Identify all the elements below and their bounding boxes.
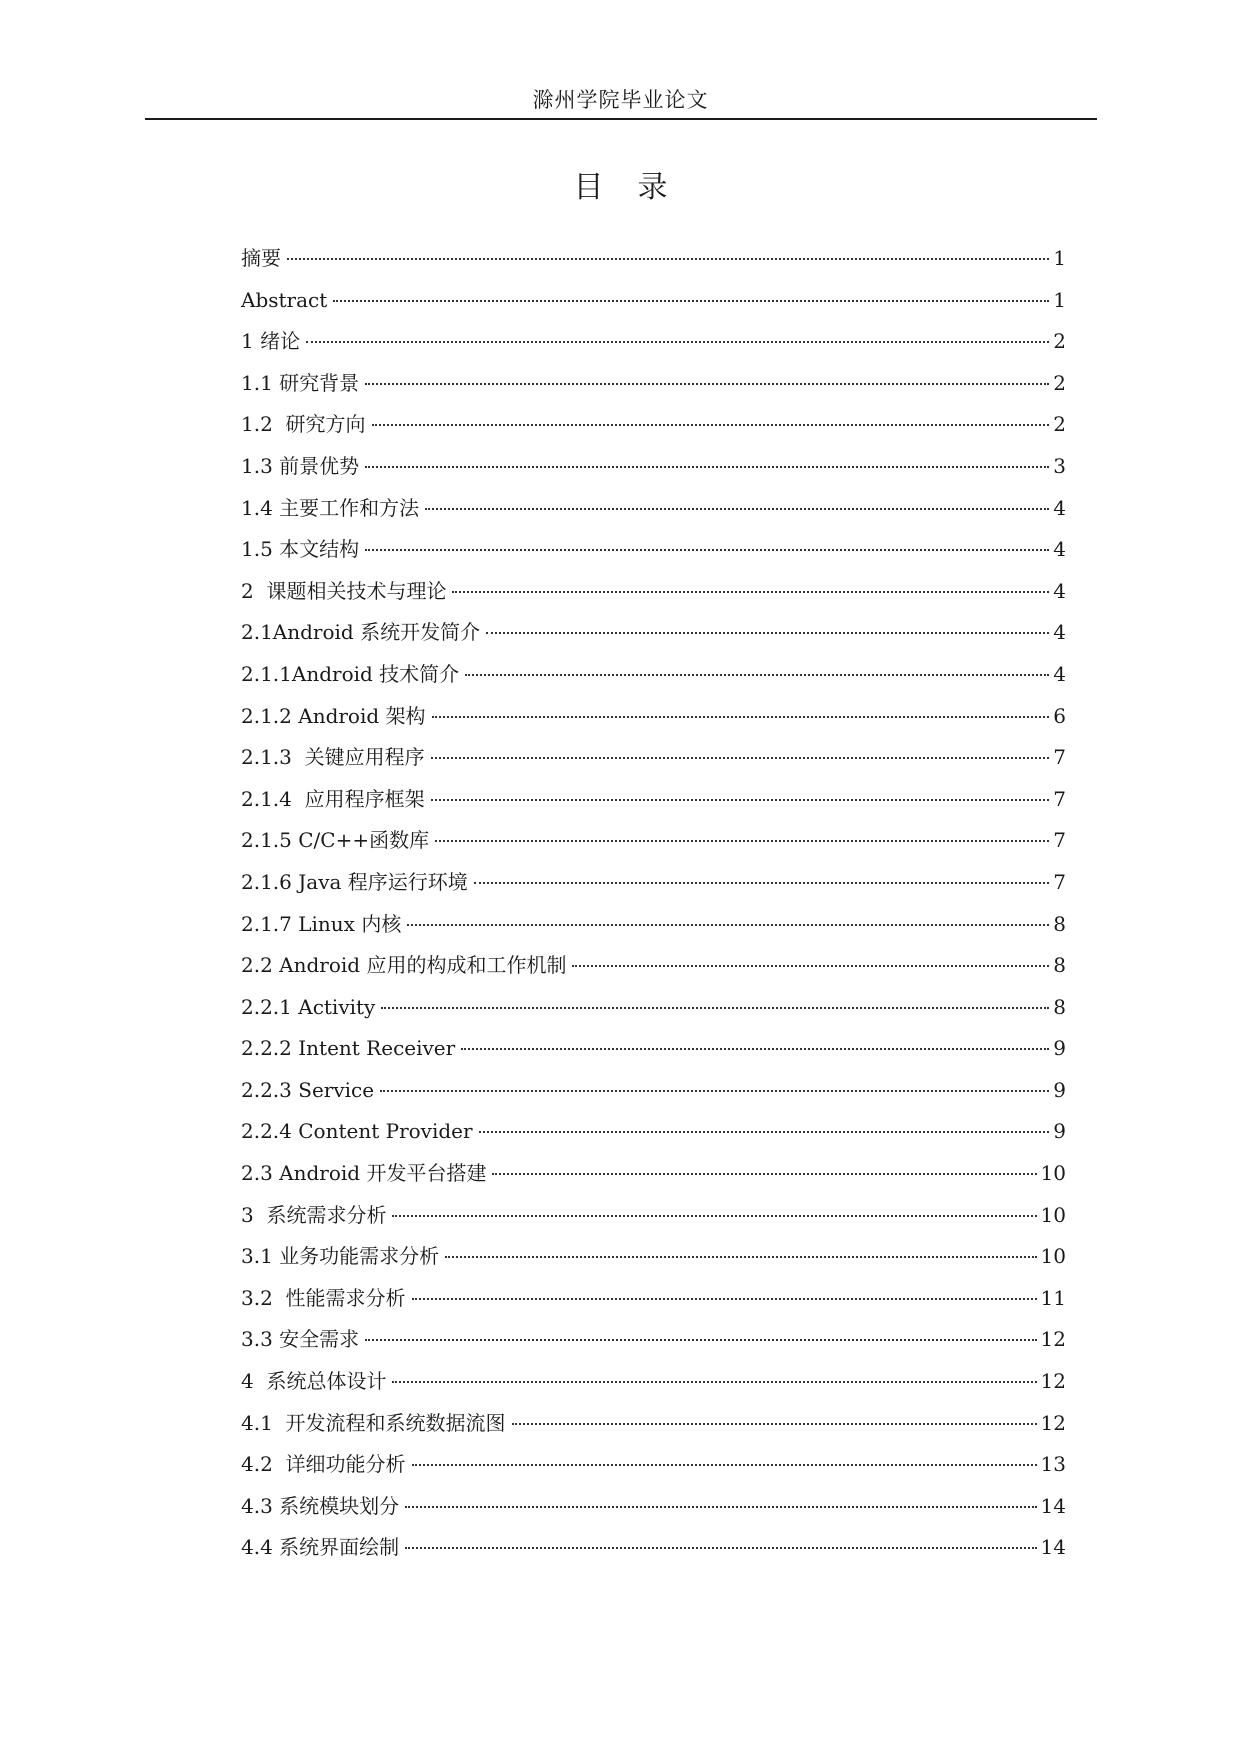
toc-entry[interactable] [241,1278,1066,1320]
toc-entry-label: 2.2.1 Activity [241,994,376,1019]
toc-entry-page-number: 2 [1053,412,1066,437]
toc-entry[interactable] [241,987,1066,1029]
toc-dot-leader [381,1007,1049,1009]
toc-entry-page-number: 12 [1040,1327,1066,1352]
toc-dot-leader [486,632,1049,634]
toc-entry[interactable] [241,737,1066,779]
toc-dot-leader [333,300,1049,302]
toc-dot-leader [425,508,1049,510]
toc-entry[interactable] [241,488,1066,530]
toc-dot-leader [492,1173,1036,1175]
toc-list [241,238,1066,1569]
toc-dot-leader [407,924,1049,926]
toc-entry-page-number: 4 [1053,578,1066,603]
toc-entry-page-number: 8 [1053,953,1066,978]
toc-entry-label: 1.5 本文结构 [241,537,360,562]
toc-entry-label: 2.1.1Android 技术简介 [241,661,460,686]
toc-entry-label: 2.2.3 Service [241,1077,375,1102]
toc-entry[interactable] [241,1319,1066,1361]
toc-entry-label: 1.1 研究背景 [241,370,360,395]
toc-entry[interactable] [241,446,1066,488]
toc-entry-page-number: 7 [1053,828,1066,853]
toc-dot-leader [512,1423,1037,1425]
toc-entry-label: 4.1 开发流程和系统数据流图 [241,1410,506,1435]
toc-dot-leader [572,965,1049,967]
running-header: 滁州学院毕业论文 [532,88,709,112]
toc-entry[interactable] [241,1361,1066,1403]
toc-entry-page-number: 7 [1053,869,1066,894]
toc-entry[interactable] [241,1486,1066,1528]
toc-entry-page-number: 4 [1053,620,1066,645]
toc-entry[interactable] [241,1028,1066,1070]
toc-entry-page-number: 9 [1053,1119,1066,1144]
toc-dot-leader [445,1256,1036,1258]
toc-entry-page-number: 7 [1053,786,1066,811]
toc-dot-leader [392,1381,1036,1383]
toc-entry-label: 2.1.3 关键应用程序 [241,745,425,770]
toc-entry-label: 3.2 性能需求分析 [241,1285,406,1310]
toc-entry-label: 3.1 业务功能需求分析 [241,1244,440,1269]
toc-entry-label: 2.1.5 C/C++函数库 [241,828,430,853]
toc-dot-leader [431,757,1050,759]
toc-dot-leader [365,383,1049,385]
toc-entry-page-number: 8 [1053,994,1066,1019]
toc-entry[interactable] [241,779,1066,821]
header-rule [145,118,1097,120]
toc-dot-leader [452,591,1049,593]
toc-entry-page-number: 3 [1053,453,1066,478]
toc-entry-page-number: 14 [1040,1535,1066,1560]
toc-entry-page-number: 6 [1053,703,1066,728]
toc-dot-leader [380,1090,1049,1092]
toc-entry-label: 1.3 前景优势 [241,453,360,478]
toc-entry-label: 3.3 安全需求 [241,1327,360,1352]
toc-dot-leader [461,1048,1049,1050]
toc-entry[interactable] [241,1111,1066,1153]
toc-entry-page-number: 2 [1053,329,1066,354]
toc-entry-label: 2.1.2 Android 架构 [241,703,426,728]
toc-entry[interactable] [241,529,1066,571]
toc-entry-page-number: 9 [1053,1036,1066,1061]
toc-entry-page-number: 13 [1040,1452,1066,1477]
toc-entry-page-number: 1 [1053,287,1066,312]
toc-entry[interactable] [241,1527,1066,1569]
toc-entry[interactable] [241,945,1066,987]
toc-entry-page-number: 11 [1040,1285,1066,1310]
toc-entry-label: 2.1.6 Java 程序运行环境 [241,869,468,894]
toc-entry-page-number: 2 [1053,370,1066,395]
toc-entry-page-number: 10 [1040,1202,1066,1227]
toc-entry[interactable] [241,321,1066,363]
toc-dot-leader [365,466,1049,468]
toc-dot-leader [405,1506,1036,1508]
toc-entry[interactable] [241,1195,1066,1237]
toc-dot-leader [431,799,1050,801]
toc-entry-page-number: 12 [1040,1369,1066,1394]
toc-entry[interactable] [241,571,1066,613]
toc-entry-page-number: 7 [1053,745,1066,770]
toc-entry-page-number: 10 [1040,1161,1066,1186]
toc-entry-page-number: 14 [1040,1493,1066,1518]
toc-entry[interactable] [241,1403,1066,1445]
toc-dot-leader [474,882,1049,884]
toc-entry-label: 4.2 详细功能分析 [241,1452,406,1477]
toc-dot-leader [365,549,1049,551]
toc-entry[interactable] [241,1236,1066,1278]
toc-entry-label: 4.4 系统界面绘制 [241,1535,400,1560]
toc-entry-page-number: 9 [1053,1077,1066,1102]
toc-entry-label: 摘要 [241,246,281,270]
toc-dot-leader [287,258,1049,260]
toc-entry-page-number: 4 [1053,537,1066,562]
toc-entry[interactable] [241,1070,1066,1112]
toc-entry-label: 1.4 主要工作和方法 [241,495,420,520]
toc-entry-label: 1 绪论 [241,329,301,354]
toc-entry-label: 2.1Android 系统开发简介 [241,620,481,645]
toc-dot-leader [412,1298,1037,1300]
toc-entry-page-number: 4 [1053,661,1066,686]
toc-title [0,168,1241,208]
toc-dot-leader [412,1464,1037,1466]
toc-entry-label: 2.2.2 Intent Receiver [241,1036,456,1061]
toc-entry-label: 1.2 研究方向 [241,412,366,437]
toc-entry[interactable] [241,238,1066,280]
toc-entry[interactable] [241,654,1066,696]
toc-entry[interactable] [241,1153,1066,1195]
toc-entry-label: 4.3 系统模块划分 [241,1493,400,1518]
toc-entry-label: 2 课题相关技术与理论 [241,578,447,603]
toc-entry-label: 2.2 Android 应用的构成和工作机制 [241,953,567,978]
toc-entry[interactable] [241,612,1066,654]
toc-entry[interactable] [241,862,1066,904]
toc-entry[interactable] [241,696,1066,738]
toc-dot-leader [372,424,1050,426]
toc-dot-leader [392,1215,1036,1217]
toc-dot-leader [435,840,1049,842]
toc-title-char: 目 [573,170,604,205]
toc-entry[interactable] [241,363,1066,405]
toc-entry-page-number: 10 [1040,1244,1066,1269]
toc-entry-label: 3 系统需求分析 [241,1202,387,1227]
toc-entry[interactable] [241,1444,1066,1486]
toc-entry-label: 2.1.4 应用程序框架 [241,786,425,811]
toc-entry[interactable] [241,904,1066,946]
toc-entry-label: 2.1.7 Linux 内核 [241,911,402,936]
toc-entry[interactable] [241,404,1066,446]
toc-dot-leader [465,674,1049,676]
toc-dot-leader [405,1547,1036,1549]
toc-entry-label: 4 系统总体设计 [241,1369,387,1394]
toc-dot-leader [479,1131,1050,1133]
toc-entry-label: 2.2.4 Content Provider [241,1119,473,1144]
toc-entry-page-number: 1 [1053,246,1066,270]
toc-entry-page-number: 12 [1040,1410,1066,1435]
toc-entry-page-number: 8 [1053,911,1066,936]
toc-dot-leader [365,1339,1036,1341]
toc-dot-leader [432,716,1050,718]
toc-entry-page-number: 4 [1053,495,1066,520]
toc-title-char: 录 [637,170,668,205]
toc-entry[interactable] [241,280,1066,322]
toc-entry-label: Abstract [241,287,328,312]
toc-entry-label: 2.3 Android 开发平台搭建 [241,1161,487,1186]
toc-entry[interactable] [241,820,1066,862]
toc-dot-leader [306,341,1049,343]
